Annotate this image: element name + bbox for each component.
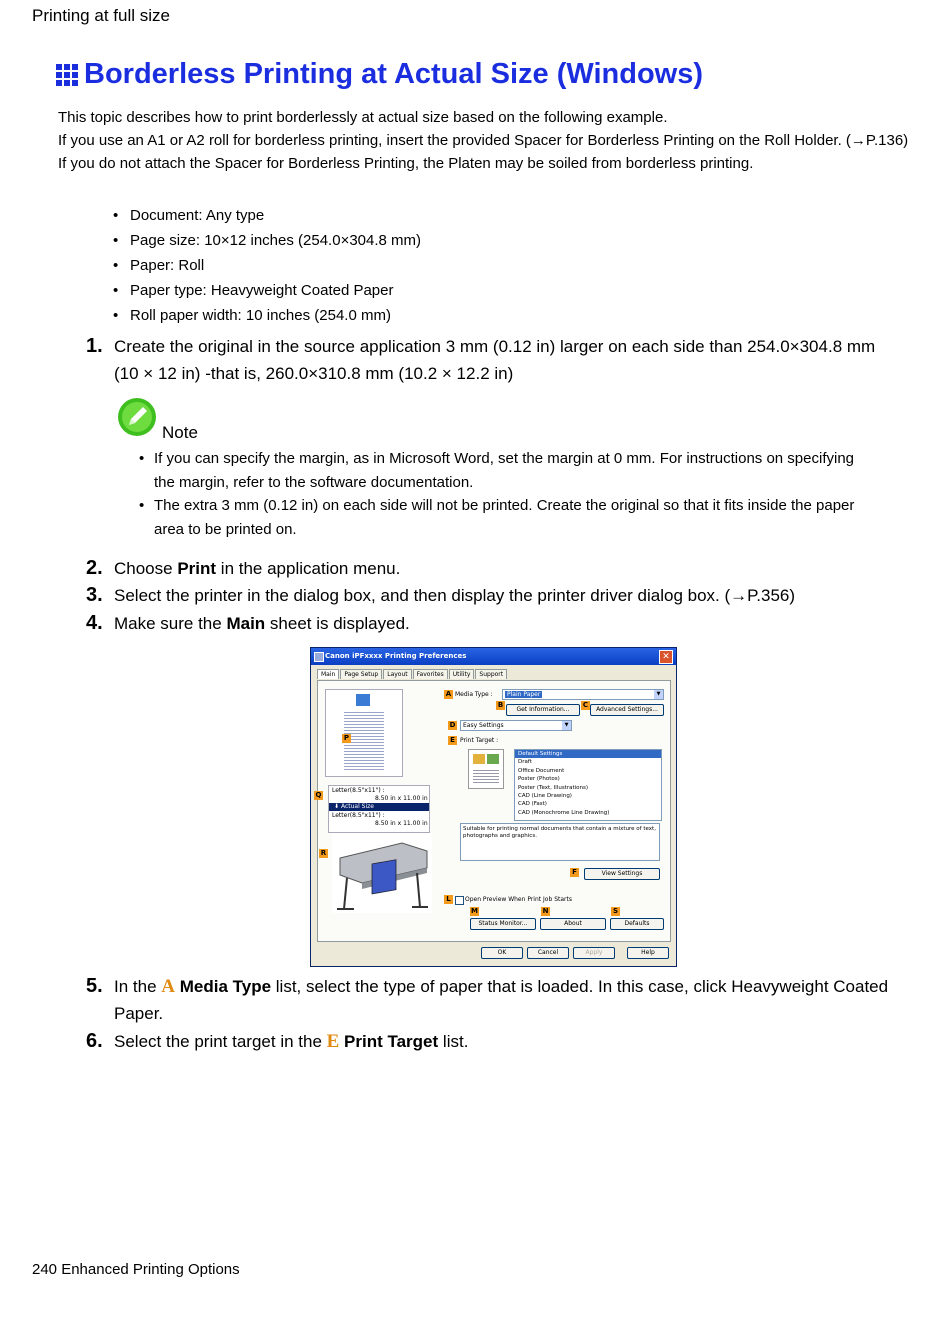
step-text-part: list. (438, 1032, 469, 1051)
thumbnail-lines (473, 768, 499, 784)
view-settings-button[interactable]: View Settings (584, 868, 660, 880)
step-number: 4. (86, 612, 103, 634)
list-item: • Paper: Roll (113, 253, 421, 278)
marker-f: F (570, 868, 579, 877)
list-item[interactable]: Poster (Photos) (518, 776, 560, 783)
page-footer: 240 Enhanced Printing Options (32, 1261, 240, 1278)
cancel-button[interactable]: Cancel (527, 947, 569, 959)
note-list (139, 447, 879, 541)
print-target-thumbnail (468, 749, 504, 789)
ok-button[interactable]: OK (481, 947, 523, 959)
thumbnail-photo (487, 754, 499, 764)
apply-button[interactable]: Apply (573, 947, 615, 959)
size-info-box (328, 785, 430, 833)
intro-paragraph: If you do not attach the Spacer for Borderless Printing, the Platen may be soiled from borderless printing. (58, 155, 754, 172)
step-text: Create the original in the source application 3 mm (0.12 in) larger on each side than 254.0×304.8 mm (10 × 12 in) -that is, 260.0×310.8 mm (10.2 × 12.2 in) (114, 337, 876, 383)
description-box: Suitable for printing normal documents that contain a mixture of text, photographs and graphics. (460, 823, 660, 861)
list-item[interactable]: Draft (518, 759, 532, 766)
media-type-value: Plain Paper (507, 691, 541, 698)
about-button[interactable]: About (540, 918, 606, 930)
actual-size-label: Actual Size (340, 803, 374, 810)
open-preview-label: Open Preview When Print Job Starts (465, 896, 572, 903)
tab-page-setup[interactable]: Page Setup (340, 669, 382, 679)
step-text-bold: Print Target (339, 1032, 439, 1051)
step-number: 2. (86, 557, 103, 579)
marker-b: B (497, 701, 504, 709)
tab-utility[interactable]: Utility (449, 669, 475, 679)
chevron-down-icon: ▼ (562, 721, 571, 730)
note-label: Note (162, 423, 198, 442)
list-item[interactable]: CAD (Line Drawing) (518, 792, 572, 799)
main-panel (317, 680, 671, 942)
mode-select[interactable] (460, 720, 572, 731)
printer-illustration-icon (332, 833, 432, 913)
step-text-part: in the application menu. (216, 559, 401, 578)
thumbnail-photo (473, 754, 485, 764)
intro-paragraph: This topic describes how to print borderlessly at actual size based on the following example. (58, 109, 668, 126)
step-text (114, 1028, 894, 1055)
marker-m: M (471, 907, 478, 915)
list-item[interactable]: CAD (Monochrome Line Drawing) (518, 809, 610, 816)
print-target-list[interactable] (514, 749, 662, 821)
mode-value: Easy Settings (463, 722, 504, 729)
down-arrow-icon: ⬇ (334, 803, 340, 810)
media-type-select[interactable] (502, 689, 664, 700)
list-item[interactable]: Office Document (518, 767, 565, 774)
actual-size-row (329, 803, 429, 811)
step-number: 1. (86, 335, 103, 357)
page-title (56, 58, 703, 91)
dialog-titlebar (311, 648, 676, 665)
step-text-part: Select the print target in the (114, 1032, 327, 1051)
list-item: • Paper type: Heavyweight Coated Paper (113, 278, 421, 303)
step-text-bold: Print (177, 559, 217, 578)
page-title-text: Borderless Printing at Actual Size (Windows) (84, 58, 704, 90)
tab-favorites[interactable]: Favorites (413, 669, 448, 679)
marker-a: A (445, 690, 452, 698)
media-type-label: Media Type : (455, 691, 493, 698)
preview-image (356, 694, 370, 706)
printer-app-icon (314, 652, 324, 662)
grid-icon (56, 64, 78, 86)
marker-n: N (542, 907, 549, 915)
step-text (114, 555, 894, 582)
close-icon[interactable]: ✕ (659, 650, 673, 664)
example-list (113, 203, 421, 328)
help-button[interactable]: Help (627, 947, 669, 959)
list-item[interactable]: Default Settings (515, 750, 661, 758)
marker-e: E (448, 736, 457, 745)
marker-d: D (449, 721, 456, 729)
print-target-label: Print Target : (460, 737, 499, 744)
note-item: • The extra 3 mm (0.12 in) on each side will not be printed. Create the original so that it fits inside the paper area to be printed on. (139, 494, 879, 541)
status-monitor-button[interactable]: Status Monitor... (470, 918, 536, 930)
step-text-part: Make sure the (114, 614, 227, 633)
note-pencil-icon (117, 397, 157, 437)
size-line: 8.50 in x 11.00 in (375, 820, 428, 827)
marker-c: C (582, 701, 589, 709)
open-preview-checkbox[interactable] (455, 896, 464, 905)
size-line: Letter(8.5"x11") : (332, 787, 385, 794)
tab-support[interactable]: Support (475, 669, 507, 679)
tab-main[interactable]: Main (317, 669, 339, 679)
list-item[interactable]: CAD (Fast) (518, 801, 547, 808)
dialog-title: Canon iPFxxxx Printing Preferences (325, 652, 467, 660)
step-text-bold: Media Type (175, 977, 272, 996)
step-text-bold: Main (226, 614, 266, 633)
tab-layout[interactable]: Layout (383, 669, 411, 679)
step-text-part: sheet is displayed. (265, 614, 410, 633)
dialog-tabs (317, 669, 508, 679)
step-text-part: list, select the type of paper that is loaded. In this case, click Heavyweight Coated Paper. (114, 977, 889, 1023)
marker-s: S (612, 907, 619, 915)
marker-l: L (444, 895, 453, 904)
list-item: • Document: Any type (113, 203, 421, 228)
step-text (114, 973, 894, 1027)
list-item: • Roll paper width: 10 inches (254.0 mm) (113, 303, 421, 328)
callout-letter: E (326, 1031, 340, 1052)
page-preview (325, 689, 403, 777)
get-information-button[interactable]: Get Information... (506, 704, 580, 716)
intro-paragraph: If you use an A1 or A2 roll for borderless printing, insert the provided Spacer for Borderless Printing on the Roll Holder. (→P.136) (58, 132, 909, 149)
size-line: 8.50 in x 11.00 in (375, 795, 428, 802)
marker-p: P (343, 734, 350, 742)
callout-letter: A (161, 976, 175, 997)
list-item: • Page size: 10×12 inches (254.0×304.8 mm) (113, 228, 421, 253)
chevron-down-icon: ▼ (654, 690, 663, 699)
step-text: Select the printer in the dialog box, and then display the printer driver dialog box. (→P.356) (114, 586, 796, 605)
step-number: 5. (86, 975, 103, 997)
defaults-button[interactable]: Defaults (610, 918, 664, 930)
note-item: • If you can specify the margin, as in Microsoft Word, set the margin at 0 mm. For instructions on specifying the margin, refer to the software documentation. (139, 447, 879, 494)
running-head: Printing at full size (32, 6, 170, 25)
marker-q: Q (315, 791, 322, 799)
intro-text (58, 106, 918, 175)
step-number: 3. (86, 584, 103, 606)
size-line: Letter(8.5"x11") : (332, 812, 385, 819)
step-text (114, 610, 894, 637)
step-text-part: In the (114, 977, 162, 996)
step-text-part: Choose (114, 559, 178, 578)
printing-preferences-dialog (310, 647, 677, 967)
advanced-settings-button[interactable]: Advanced Settings... (590, 704, 664, 716)
marker-r: R (320, 849, 327, 857)
step-number: 6. (86, 1030, 103, 1052)
list-item[interactable]: Poster (Text, Illustrations) (518, 784, 589, 791)
